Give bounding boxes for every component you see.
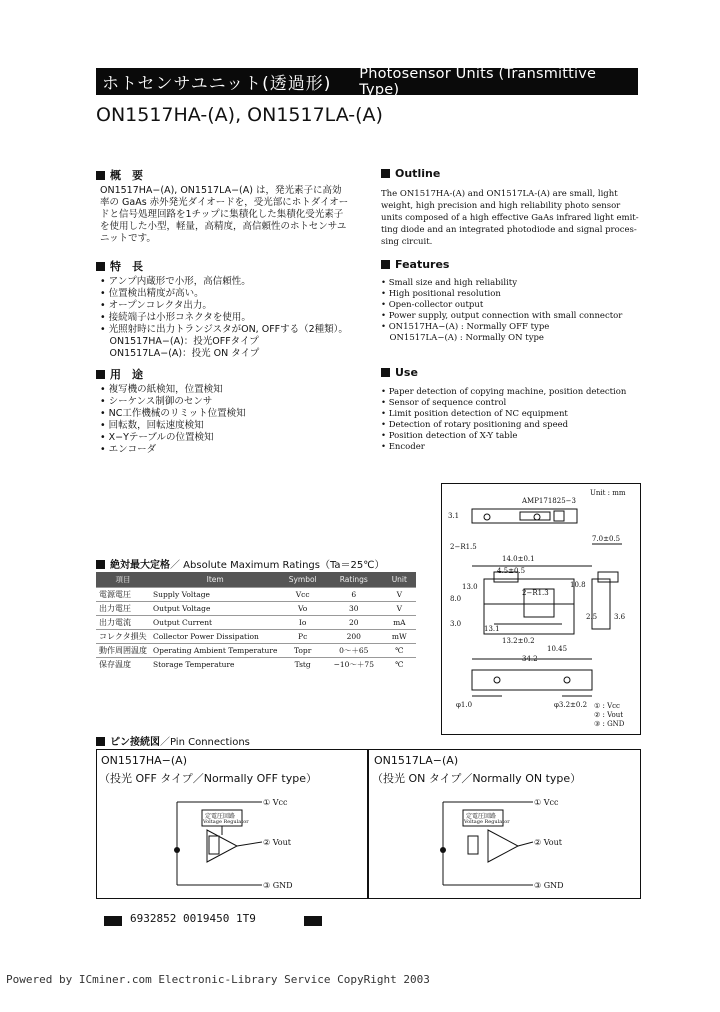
table-row: 保存温度 Storage Temperature Tstg −10～＋75 ℃ — [96, 658, 416, 672]
jp-title: ホトセンサユニット(透過形) — [102, 74, 332, 94]
table-row: 出力電流 Output Current Io 20 mA — [96, 616, 416, 630]
square-bullet-icon — [381, 368, 390, 377]
unit-label: Unit : mm — [590, 489, 626, 497]
jp-features-list: • アンプ内蔵形で小形，高信頼性。 • 位置検出精度が高い。 • オープンコレクタ出力。 • 接続端子は小形コネクタを使用。 • 光照射時に出力トランジスタがON, OFFする（2種類）。 ON1517HA−(A)：投光OFFタイプ ON1517LA−(A)：投光 ON タイプ — [100, 276, 348, 359]
barcode-number: 6932852 0019450 1T9 — [130, 912, 256, 925]
pin-legend: ① : Vcc ② : Vout ③ : GND — [594, 702, 625, 728]
connector-label: AMP171825−3 — [522, 497, 576, 505]
pin-box-right: ON1517LA−(A) （投光 ON タイプ／Normally ON type） 定電圧回路 Voltage Regulator ① Vcc ② Vout ③ GND — [367, 749, 641, 899]
en-outline-text: The ON1517HA-(A) and ON1517LA-(A) are small, light weight, high precision and high reliability photo sensor units composed of a high effective GaAs infrared light emit- ting diode and an integrated photodiode and signal proces- sing circuit. — [381, 189, 639, 247]
square-bullet-icon — [96, 262, 105, 271]
en-use-heading: Use — [381, 366, 418, 379]
en-title: Photosensor Units (Transmittive Type) — [359, 65, 597, 98]
barcode-block-right — [304, 916, 322, 926]
part-numbers: ON1517HA-(A), ON1517LA-(A) — [96, 104, 383, 126]
jp-features-heading: 特 長 — [96, 258, 143, 274]
table-row: 電源電圧 Supply Voltage Vcc 6 V — [96, 588, 416, 602]
pin-box-left: ON1517HA−(A) （投光 OFF タイプ／Normally OFF type） 定電圧回路 Voltage Regulator ① Vcc ② Vout ③ GND — [96, 749, 369, 899]
ratings-heading: 絶対最大定格／ Absolute Maximum Ratings（Ta＝25℃） — [96, 556, 385, 571]
copyright: Powered by ICminer.com Electronic-Library Service CopyRight 2003 — [6, 973, 430, 986]
jp-use-heading: 用 途 — [96, 366, 143, 382]
table-row: 出力電圧 Output Voltage Vo 30 V — [96, 602, 416, 616]
barcode-block-left — [104, 916, 122, 926]
square-bullet-icon — [96, 737, 105, 746]
square-bullet-icon — [96, 171, 105, 180]
square-bullet-icon — [381, 260, 390, 269]
jp-outline-heading: 概 要 — [96, 167, 143, 183]
outline-drawing-svg — [442, 484, 640, 734]
table-row: 動作周囲温度 Operating Ambient Temperature Topr 0～＋65 ℃ — [96, 644, 416, 658]
pin-connections-heading: ピン接続図／Pin Connections — [96, 733, 250, 748]
jp-use-list: • 複写機の紙検知，位置検知 • シーケンス制御のセンサ • NC工作機械のリミット位置検知 • 回転数，回転速度検知 • X−Yテーブルの位置検知 • エンコーダ — [100, 384, 246, 455]
en-features-heading: Features — [381, 258, 449, 271]
square-bullet-icon — [96, 370, 105, 379]
dimension-drawing: Unit : mm AMP171825−3 3.1 2−R1.5 14.0±0.1 4.5±0.5 2−R1.3 3.0 8.0 13.0 10.8 13.1 13.2±0.2 10.45 34.2 7.0±0.5 2.5 3.6 φ1.0 φ3.2±0.2 ① : Vcc ② : Vout ③ : GND — [441, 483, 641, 735]
en-features-list: • Small size and high reliability • High positional resolution • Open-collector output • Power supply, output connection with small connector • ON1517HA−(A) : Normally OFF type ON1517LA−(A) : Normally ON type — [381, 278, 623, 343]
square-bullet-icon — [96, 560, 105, 569]
square-bullet-icon — [381, 169, 390, 178]
en-outline-heading: Outline — [381, 167, 440, 180]
en-use-list: • Paper detection of copying machine, position detection • Sensor of sequence control • Limit position detection of NC equipment • Detection of rotary positioning and speed • Position detection of X-Y table • Encoder — [381, 387, 627, 452]
jp-outline-text: ON1517HA−(A), ON1517LA−(A) は，発光素子に高効 率の GaAs 赤外発光ダイオードを，受光部にホトダイオー ドと信号処理回路を1チップに集積化した集積化受光素子 を使用した小型，軽量，高精度，高信頼性のホトセンサユ ニットです。 — [100, 185, 349, 244]
table-row: コレクタ損失 Collector Power Dissipation Pc 200 mW — [96, 630, 416, 644]
ratings-table: 項目 Item Symbol Ratings Unit 電源電圧 Supply Voltage Vcc 6 V 出力電圧 Output Voltage Vo 30 V 出力電流 Output Current Io 20 mA コレクタ損失 Collector Power Dissipation Pc 200 mW 動作周囲温度 Operating Ambient Temperature Topr 0～＋65 ℃ 保存温度 Storage Temperature Tstg −10～＋75 ℃ — [96, 572, 416, 671]
title-banner — [96, 65, 638, 98]
